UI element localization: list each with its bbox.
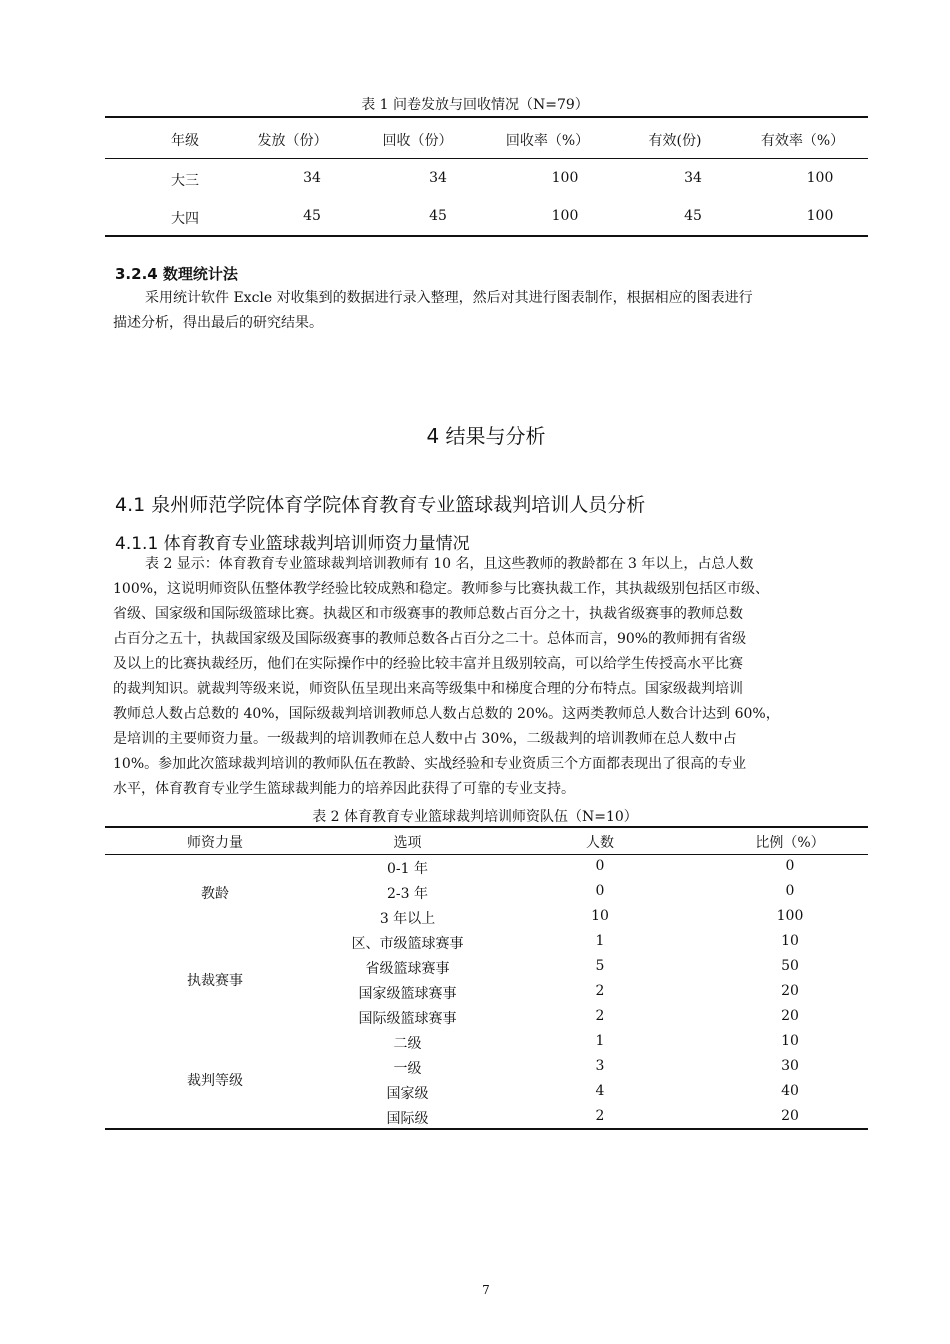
table2-option: 2-3 年 <box>387 886 428 902</box>
paragraph-line: 的裁判知识。就裁判等级来说，师资队伍呈现出来高等级集中和梯度合理的分布特点。国家级裁判培训 <box>113 681 743 697</box>
table2-count: 5 <box>595 958 605 974</box>
table1-cell: 34 <box>429 170 447 186</box>
paragraph-line: 教师总人数占总数的 40%，国际级裁判培训教师总人数占总数的 20%。这两类教师总人数合计达到 60%， <box>113 706 780 722</box>
paragraph-line: 及以上的比赛执裁经历，他们在实际操作中的经验比较丰富并且级别较高，可以给学生传授高水平比赛 <box>113 656 743 672</box>
table2-count: 2 <box>595 983 605 999</box>
table2-option: 区、市级篮球赛事 <box>351 936 464 952</box>
table2-option: 国家级篮球赛事 <box>358 986 457 1002</box>
table2-count: 10 <box>591 908 609 924</box>
table2-option: 0-1 年 <box>387 861 428 877</box>
table2-ratio: 100 <box>776 908 804 924</box>
table1-cell: 34 <box>684 170 702 186</box>
paragraph-line: 描述分析，得出最后的研究结果。 <box>113 315 323 331</box>
table1-bottom-rule <box>105 235 868 237</box>
table2-option: 二级 <box>393 1036 422 1052</box>
table2-top-rule <box>105 826 868 828</box>
section-4-1-1-heading: 4.1.1 体育教育专业篮球裁判培训师资力量情况 <box>115 534 470 554</box>
chapter-4-heading: 4 结果与分析 <box>426 424 546 448</box>
table2-ratio: 0 <box>785 858 795 874</box>
table2-count: 1 <box>595 1033 605 1049</box>
table1-header-cell: 回收率（%） <box>505 133 590 149</box>
table2-header-rule <box>105 854 868 855</box>
table2-header-cell: 比例（%） <box>755 835 825 851</box>
table2-ratio: 10 <box>781 1033 799 1049</box>
paragraph-line: 表 2 显示：体育教育专业篮球裁判培训教师有 10 名，且这些教师的教龄都在 3 年以上，占总人数 <box>145 556 754 572</box>
table2-count: 1 <box>595 933 605 949</box>
table2-ratio: 50 <box>781 958 799 974</box>
table1-caption: 表 1 问卷发放与回收情况（N=79） <box>361 97 589 113</box>
table2-ratio: 20 <box>781 1108 799 1124</box>
table1-cell: 100 <box>551 208 579 224</box>
table1-cell: 大三 <box>171 173 199 189</box>
table2-ratio: 20 <box>781 1008 799 1024</box>
paragraph-line: 占百分之五十，执裁国家级及国际级赛事的教师总数各占百分之二十。总体而言，90%的教师拥有省级 <box>113 631 747 647</box>
section-4-1-heading: 4.1 泉州师范学院体育学院体育教育专业篮球裁判培训人员分析 <box>115 494 646 516</box>
table2-option: 一级 <box>393 1061 422 1077</box>
table2-count: 4 <box>595 1083 605 1099</box>
paragraph-line: 是培训的主要师资力量。一级裁判的培训教师在总人数中占 30%，二级裁判的培训教师在总人数中占 <box>113 731 737 747</box>
table2-ratio: 40 <box>781 1083 799 1099</box>
table1-header-cell: 发放（份） <box>257 133 328 149</box>
table1-top-rule <box>105 116 868 118</box>
table1-header-cell: 有效(份) <box>648 133 702 149</box>
table1-header-cell: 年级 <box>171 133 199 149</box>
section-3-2-4-heading: 3.2.4 数理统计法 <box>115 265 238 283</box>
table1-cell: 100 <box>551 170 579 186</box>
table2-count: 0 <box>595 883 605 899</box>
paragraph-line: 10%。参加此次篮球裁判培训的教师队伍在教龄、实战经验和专业资质三个方面都表现出了很高的专业 <box>113 756 747 772</box>
table2-group-label: 教龄 <box>201 886 229 902</box>
table1-cell: 大四 <box>171 211 199 227</box>
table2-ratio: 20 <box>781 983 799 999</box>
table1-cell: 45 <box>684 208 702 224</box>
table2-header-cell: 人数 <box>586 835 614 851</box>
table2-group-label: 执裁赛事 <box>187 973 243 989</box>
table2-option: 省级篮球赛事 <box>365 961 450 977</box>
table1-cell: 45 <box>303 208 321 224</box>
page-number: 7 <box>482 1283 490 1297</box>
table2-group-label: 裁判等级 <box>187 1073 243 1089</box>
table1-cell: 34 <box>303 170 321 186</box>
table2-option: 国际级篮球赛事 <box>358 1011 457 1027</box>
paragraph-line: 100%，这说明师资队伍整体教学经验比较成熟和稳定。教师参与比赛执裁工作，其执裁级别包括区市级、 <box>113 581 770 597</box>
paragraph-line: 采用统计软件 Excle 对收集到的数据进行录入整理，然后对其进行图表制作，根据相应的图表进行 <box>145 290 753 306</box>
table1-cell: 45 <box>429 208 447 224</box>
table2-caption: 表 2 体育教育专业篮球裁判培训师资队伍（N=10） <box>312 809 638 825</box>
paragraph-line: 省级、国家级和国际级篮球比赛。执裁区和市级赛事的教师总数占百分之十，执裁省级赛事的教师总数 <box>113 606 743 622</box>
table2-option: 国家级 <box>386 1086 429 1102</box>
paragraph-line: 水平，体育教育专业学生篮球裁判能力的培养因此获得了可靠的专业支持。 <box>113 781 575 797</box>
table2-ratio: 0 <box>785 883 795 899</box>
table1-header-cell: 有效率（%） <box>760 133 845 149</box>
table1-cell: 100 <box>806 170 834 186</box>
section-4-1-1-paragraph <box>113 552 861 802</box>
table2-count: 2 <box>595 1008 605 1024</box>
table2-ratio: 10 <box>781 933 799 949</box>
table2-option: 3 年以上 <box>379 911 436 927</box>
table2-count: 2 <box>595 1108 605 1124</box>
table2-ratio: 30 <box>781 1058 799 1074</box>
table2-count: 3 <box>595 1058 605 1074</box>
table2-bottom-rule <box>105 1128 868 1130</box>
table2-header-cell: 选项 <box>393 835 422 851</box>
table1-header-rule <box>105 158 868 159</box>
table2-option: 国际级 <box>386 1111 429 1127</box>
table2-header-cell: 师资力量 <box>187 835 243 851</box>
table1-cell: 100 <box>806 208 834 224</box>
table2-count: 0 <box>595 858 605 874</box>
table1-header-cell: 回收（份） <box>382 133 453 149</box>
section-3-2-4-paragraph <box>113 286 861 336</box>
